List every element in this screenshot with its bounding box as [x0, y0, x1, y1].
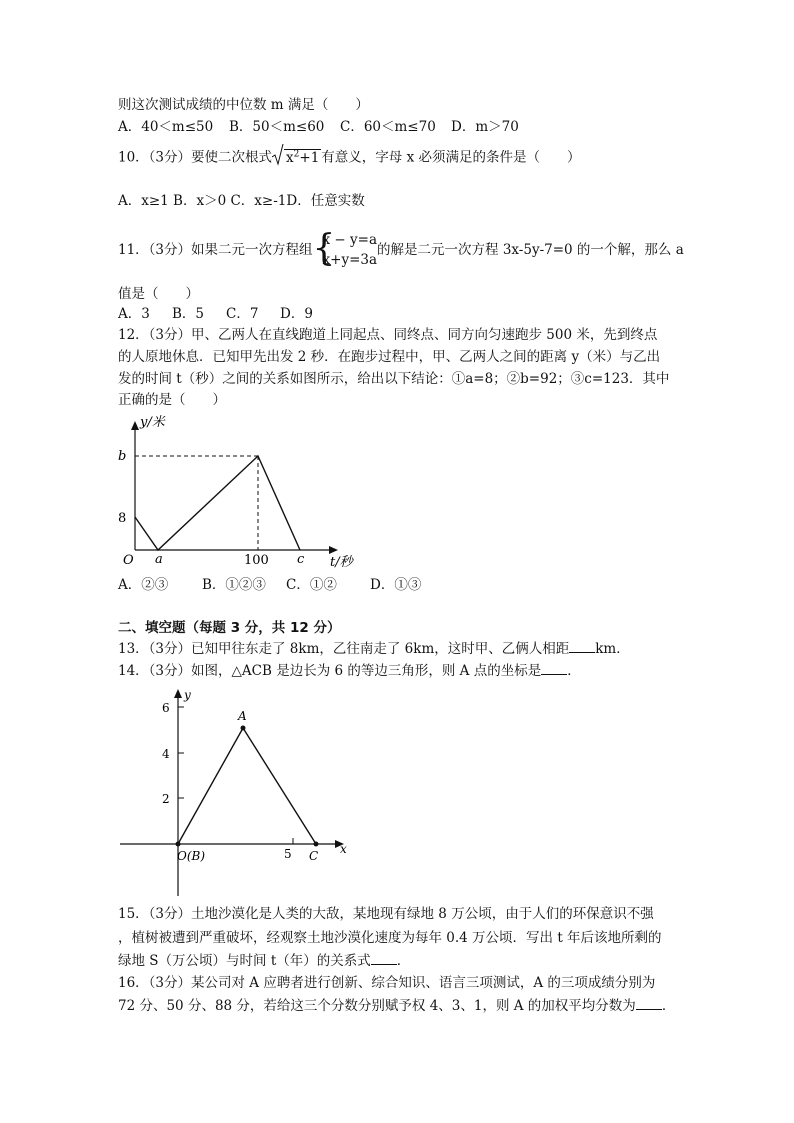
q12-line-2: 的人原地休息．已知甲先出发 2 秒．在跑步过程中，甲、乙两人之间的距离 y（米）与乙出 — [118, 349, 661, 365]
q14-text: 14．（3分）如图，△ACB 是边长为 6 的等边三角形，则 A 点的坐标是 — [118, 663, 542, 679]
q14-stem — [118, 662, 581, 680]
q15-answer-blank[interactable] — [371, 952, 397, 965]
q11-equation-1: x − y=a — [322, 232, 378, 248]
q13-text: 13．（3分）已知甲往东走了 8km，乙往南走了 6km，这时甲、乙俩人相距 — [118, 641, 570, 657]
q11-options — [118, 305, 313, 323]
q14-x-axis-label: x — [340, 842, 347, 856]
q14-answer-blank[interactable] — [541, 662, 567, 675]
q9-options — [118, 118, 519, 136]
left-brace-icon: { — [312, 228, 336, 269]
q12-distance-time-graph — [110, 410, 380, 575]
q12-x-axis-label: t/秒 — [330, 555, 353, 570]
q16-line-2 — [118, 997, 675, 1015]
q10-radicand-base: x — [286, 149, 294, 166]
q11-prefix: 11．（3分）如果二元一次方程组 — [118, 242, 313, 258]
q14-triangle — [178, 728, 316, 844]
q16-tail: ． — [661, 998, 676, 1014]
q12-option-d: D．①③ — [370, 577, 422, 593]
q12-option-a: A．②③ — [118, 577, 169, 593]
q10-radicand-rest: +1 — [299, 149, 320, 166]
q13-stem — [118, 640, 630, 658]
q12-tick-8: 8 — [118, 511, 127, 526]
q15-text: 绿地 S（万公顷）与时间 t（年）的关系式 — [118, 953, 371, 969]
q12-y-axis-arrow-icon — [131, 421, 139, 430]
q14-origin-label: O(B) — [177, 849, 206, 863]
q14-y-axis-label: y — [184, 688, 191, 702]
q14-y-tick-4: 4 — [162, 747, 170, 761]
q13-answer-blank[interactable] — [569, 640, 595, 653]
q9-option-b: B．50＜m≤60 — [229, 119, 325, 135]
q15-line-1: 15．（3分）土地沙漠化是人类的大敌，某地现有绿地 8 万公顷，由于人们的环保意识不强 — [118, 906, 654, 922]
q12-line-4: 正确的是（ ） — [118, 392, 226, 408]
q13-tail: km． — [595, 641, 630, 657]
q12-x-axis-arrow-icon — [329, 546, 338, 554]
q16-line-1: 16．（3分）某公司对 A 应聘者进行创新、综合知识、语言三项测试，A 的三项成绩分别为 — [118, 975, 656, 991]
section-title-fill-in: 二、填空题（每题 3 分，共 12 分） — [118, 620, 341, 636]
q16-text: 72 分、50 分、88 分，若给这三个分数分别赋予权 4、3、1，则 A 的加权平均分数为 — [118, 998, 636, 1014]
q10-radical — [272, 145, 321, 167]
q11-option-b: B．5 — [172, 306, 205, 322]
q11-stem — [118, 230, 684, 270]
q14-x-tick-5: 5 — [284, 847, 292, 861]
q14-triangle-graph — [110, 684, 360, 899]
q14-label-a: A — [238, 709, 247, 723]
q15-tail: ． — [396, 953, 411, 969]
q14-y-tick-6: 6 — [162, 701, 170, 715]
q12-line-3: 发的时间 t（秒）之间的关系如图所示，给出以下结论：①a=8；②b=92；③c=123．其中 — [118, 371, 670, 387]
q14-tail: ． — [567, 663, 581, 679]
q14-y-tick-2: 2 — [162, 792, 170, 806]
q12-origin-label: O — [123, 553, 134, 568]
q10-prefix: 10．（3分）要使二次根式 — [118, 149, 273, 166]
q9-option-a: A．40＜m≤50 — [118, 119, 214, 135]
q10-suffix: 有意义，字母 x 必须满足的条件是（ ） — [321, 149, 581, 166]
q14-point-a — [241, 726, 246, 731]
q10-stem — [118, 145, 581, 167]
q9-option-c: C．60＜m≤70 — [340, 119, 436, 135]
q12-tick-a: a — [155, 552, 163, 567]
q12-options — [118, 576, 421, 594]
q12-option-c: C．①② — [286, 577, 337, 593]
q12-option-b: B．①②③ — [202, 577, 266, 593]
q12-tick-100: 100 — [244, 553, 269, 568]
radical-sign-icon — [272, 144, 284, 166]
q11-stem-line2: 值是（ ） — [118, 286, 199, 302]
q14-label-c: C — [309, 849, 319, 863]
q11-equation-2: x+y=3a — [322, 252, 378, 268]
q11-option-c: C．7 — [226, 306, 259, 322]
q11-equation-system — [313, 230, 378, 270]
q12-line-1: 12．（3分）甲、乙两人在直线跑道上同起点、同终点、同方向匀速跑步 500 米，先到终点 — [118, 327, 658, 343]
q10-options: A．x≥1 B．x＞0 C．x≥-1D．任意实数 — [118, 193, 365, 209]
q12-series-line — [135, 456, 300, 550]
q12-tick-c: c — [297, 552, 305, 567]
q9-option-d: D．m＞70 — [451, 119, 519, 135]
q15-line-2: ，植树被遭到严重破坏，经观察土地沙漠化速度为每年 0.4 万公顷．写出 t 年后该地所剩的 — [118, 930, 662, 946]
q11-option-d: D．9 — [280, 306, 313, 322]
q11-suffix: 的解是二元一次方程 3x-5y-7=0 的一个解，那么 a — [377, 242, 684, 258]
q10-radicand-exp: 2 — [293, 149, 300, 159]
q9-stem: 则这次测试成绩的中位数 m 满足（ ） — [118, 97, 369, 113]
q12-y-axis-label: y/米 — [140, 415, 165, 430]
q11-option-a: A．3 — [118, 306, 150, 322]
q14-point-b — [176, 842, 181, 847]
q14-point-c — [314, 842, 319, 847]
q12-tick-b: b — [118, 449, 127, 464]
q15-line-3 — [118, 952, 410, 970]
q14-y-axis-arrow-icon — [174, 689, 182, 698]
q16-answer-blank[interactable] — [636, 997, 662, 1010]
